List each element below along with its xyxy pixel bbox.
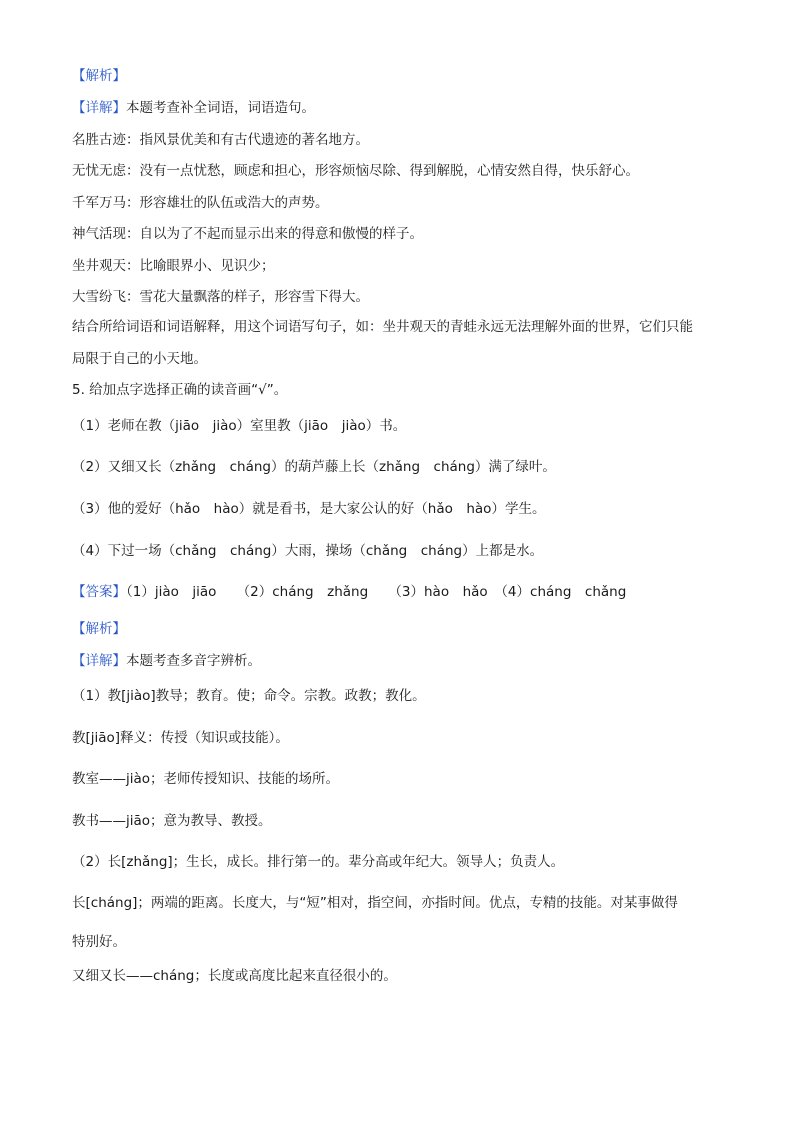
answer-line: 【答案】（1）jiào jiāo （2）cháng zhǎng （3）hào hǎo （4）cháng chǎng xyxy=(72,584,627,600)
section-tag: 【解析】 xyxy=(72,621,126,637)
section-tag: 【详解】 xyxy=(72,100,126,116)
paragraph-line: 结合所给词语和词语解释，用这个词语写句子，如：坐井观天的青蛙永远无法理解外面的世界，它们只能 xyxy=(72,319,693,335)
question-item: （4）下过一场（chǎng cháng）大雨，操场（chǎng cháng）上都是水。 xyxy=(72,543,544,559)
section-tag: 【详解】 xyxy=(72,653,126,669)
question-item: （2）又细又长（zhǎng cháng）的葫芦藤上长（zhǎng cháng）满了绿叶。 xyxy=(72,459,556,475)
explanation-line: 教[jiāo]释义：传授（知识或技能）。 xyxy=(72,730,289,746)
definition-line: 名胜古迹：指风景优美和有古代遗迹的著名地方。 xyxy=(72,132,369,148)
question-item: （1）老师在教（jiāo jiào）室里教（jiāo jiào）书。 xyxy=(72,418,407,434)
explanation-line: 教书——jiāo；意为教导、教授。 xyxy=(72,813,272,829)
section-tag: 【解析】 xyxy=(72,68,126,84)
explanation-line: 又细又长——cháng；长度或高度比起来直径很小的。 xyxy=(72,968,397,984)
analysis-heading xyxy=(72,67,126,85)
definition-line: 坐井观天：比喻眼界小、见识少； xyxy=(72,258,275,274)
detail-line: 【详解】本题考查补全词语，词语造句。 xyxy=(72,100,315,116)
section-tag: 【答案】 xyxy=(72,584,126,600)
definition-line: 千军万马：形容雄壮的队伍或浩大的声势。 xyxy=(72,195,329,211)
explanation-line: （1）教[jiào]教导；教育。使；命令。宗教。政教；教化。 xyxy=(72,688,426,704)
question-title: 5. 给加点字选择正确的读音画“√”。 xyxy=(72,382,288,398)
analysis-heading xyxy=(72,620,126,638)
paragraph-line: 局限于自己的小天地。 xyxy=(72,351,207,367)
explanation-line: 教室——jiào；老师传授知识、技能的场所。 xyxy=(72,771,340,787)
definition-line: 无忧无虑：没有一点忧愁，顾虑和担心，形容烦恼尽除、得到解脱，心情安然自得，快乐舒心。 xyxy=(72,163,639,179)
explanation-line: 特别好。 xyxy=(72,934,126,950)
explanation-line: （2）长[zhǎng]；生长，成长。排行第一的。辈分高或年纪大。领导人；负责人。 xyxy=(72,854,565,870)
definition-line: 大雪纷飞：雪花大量飘落的样子，形容雪下得大。 xyxy=(72,289,369,305)
question-item: （3）他的爱好（hǎo hào）就是看书，是大家公认的好（hǎo hào）学生。 xyxy=(72,501,546,517)
definition-line: 神气活现：自以为了不起而显示出来的得意和傲慢的样子。 xyxy=(72,226,423,242)
detail-line: 【详解】本题考查多音字辨析。 xyxy=(72,653,261,669)
explanation-line: 长[cháng]；两端的距离。长度大，与“短”相对，指空间，亦指时间。优点，专精的技能。对某事做得 xyxy=(72,895,678,911)
